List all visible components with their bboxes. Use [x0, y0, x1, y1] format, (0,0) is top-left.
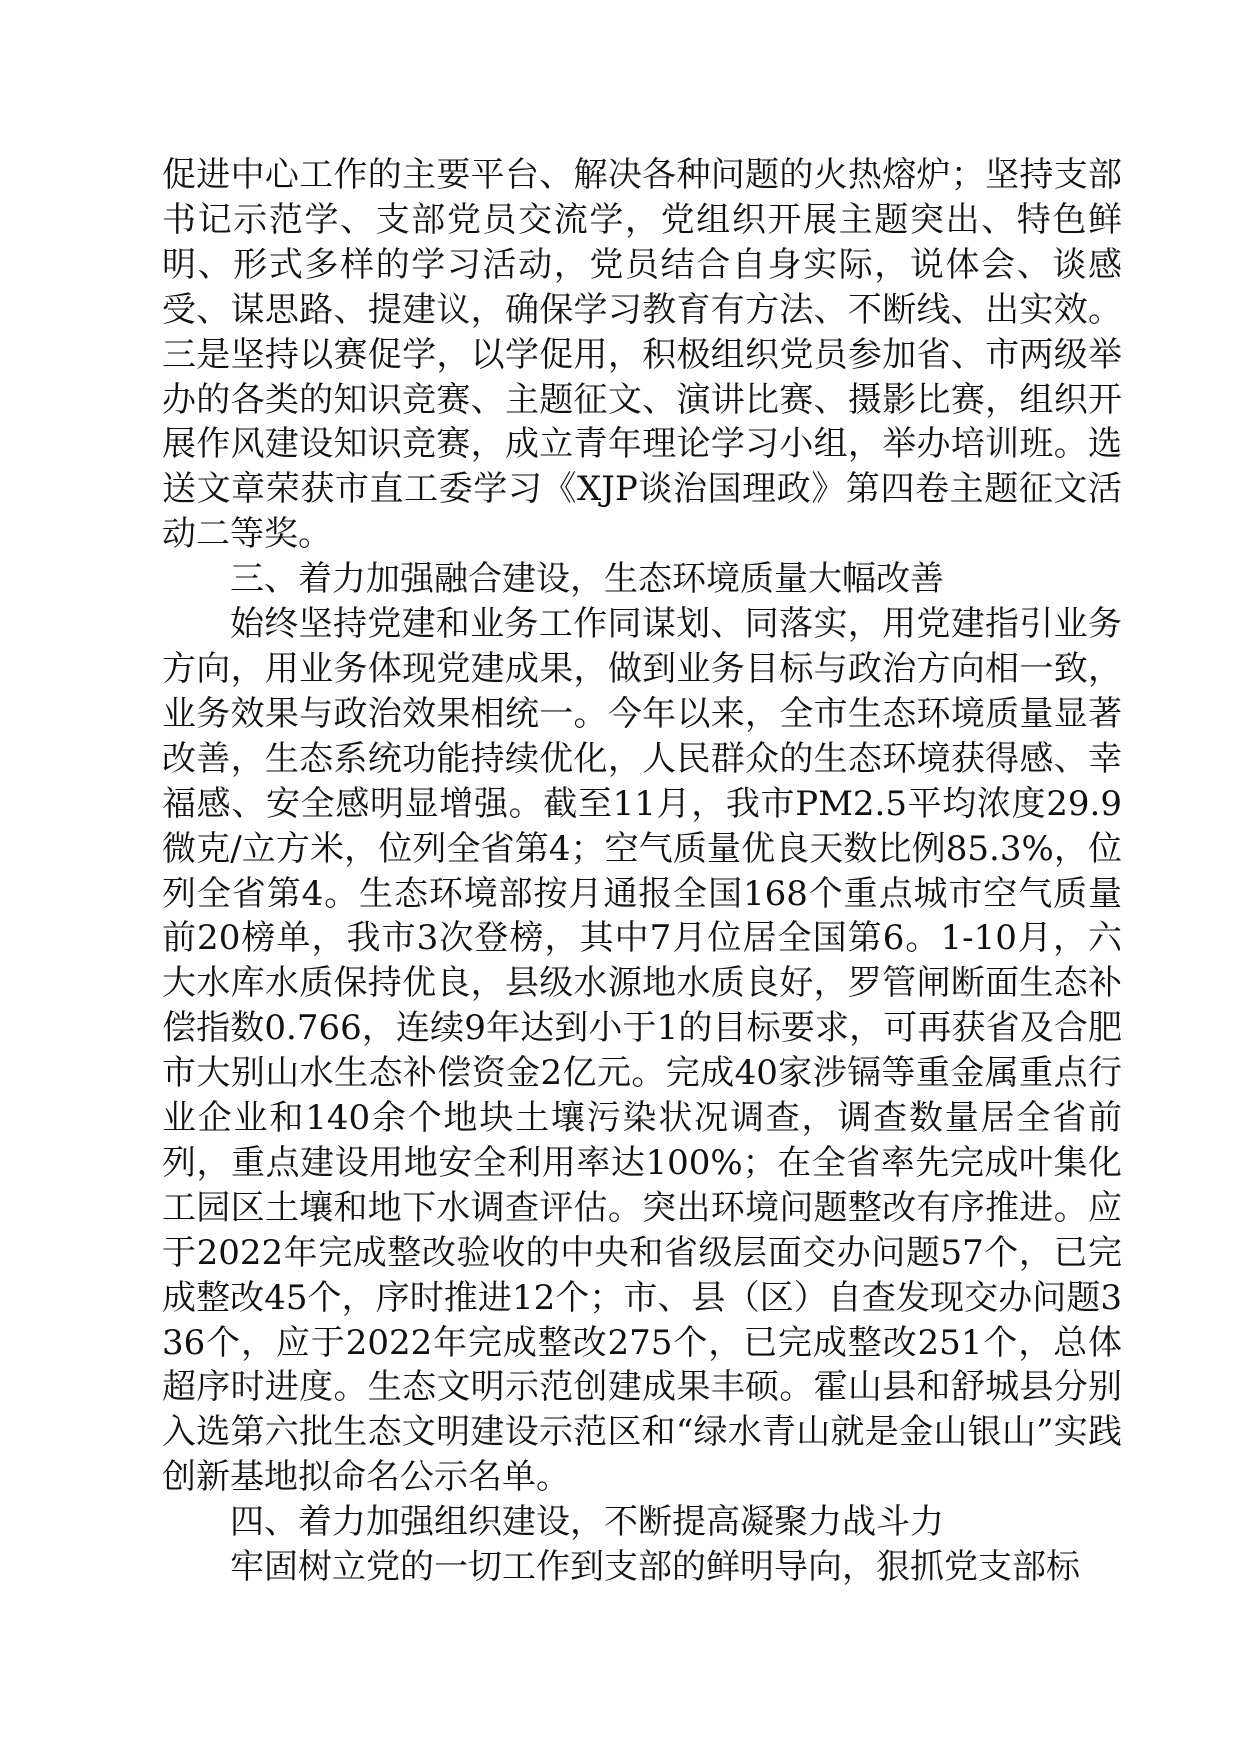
document-body — [162, 153, 1122, 1590]
paragraph-section-3: 始终坚持党建和业务工作同谋划、同落实，用党建指引业务方向，用业务体现党建成果，做到业务目标与政治方向相一致，业务效果与政治效果相统一。今年以来，全市生态环境质量显著改善，生态系统功能持续优化，人民群众的生态环境获得感、幸福感、安全感明显增强。截至11月，我市PM2.5平均浓度29.9微克/立方米，位列全省第4；空气质量优良天数比例85.3%，位列全省第4。生态环境部按月通报全国168个重点城市空气质量前20榜单，我市3次登榜，其中7月位居全国第6。1-10月，六大水库水质保持优良，县级水源地水质良好，罗管闸断面生态补偿指数0.766，连续9年达到小于1的目标要求，可再获省及合肥市大别山水生态补偿资金2亿元。完成40家涉镉等重金属重点行业企业和140余个地块土壤污染状况调查，调查数量居全省前列，重点建设用地安全利用率达100%；在全省率先完成叶集化工园区土壤和地下水调查评估。突出环境问题整改有序推进。应于2022年完成整改验收的中央和省级层面交办问题57个，已完成整改45个，序时推进12个；市、县（区）自查发现交办问题336个，应于2022年完成整改275个，已完成整改251个，总体超序时进度。生态文明示范创建成果丰硕。霍山县和舒城县分别入选第六批生态文明建设示范区和“绿水青山就是金山银山”实践创新基地拟命名公示名单。 — [162, 604, 1122, 1498]
section-heading-3: 三、着力加强融合建设，生态环境质量大幅改善 — [230, 559, 944, 600]
paragraph-continued: 促进中心工作的主要平台、解决各种问题的火热熔炉；坚持支部书记示范学、支部党员交流学，党组织开展主题突出、特色鲜明、形式多样的学习活动，党员结合自身实际，说体会、谈感受、谋思路、提建议，确保学习教育有方法、不断线、出实效。三是坚持以赛促学，以学促用，积极组织党员参加省、市两级举办的各类的知识竞赛、主题征文、演讲比赛、摄影比赛，组织开展作风建设知识竞赛，成立青年理论学习小组，举办培训班。选送文章荣获市直工委学习《XJP谈治国理政》第四卷主题征文活动二等奖。 — [162, 155, 1122, 555]
section-heading-4: 四、着力加强组织建设，不断提高凝聚力战斗力 — [230, 1502, 944, 1543]
paragraph-section-4: 牢固树立党的一切工作到支部的鲜明导向，狠抓党支部标 — [230, 1547, 1080, 1588]
